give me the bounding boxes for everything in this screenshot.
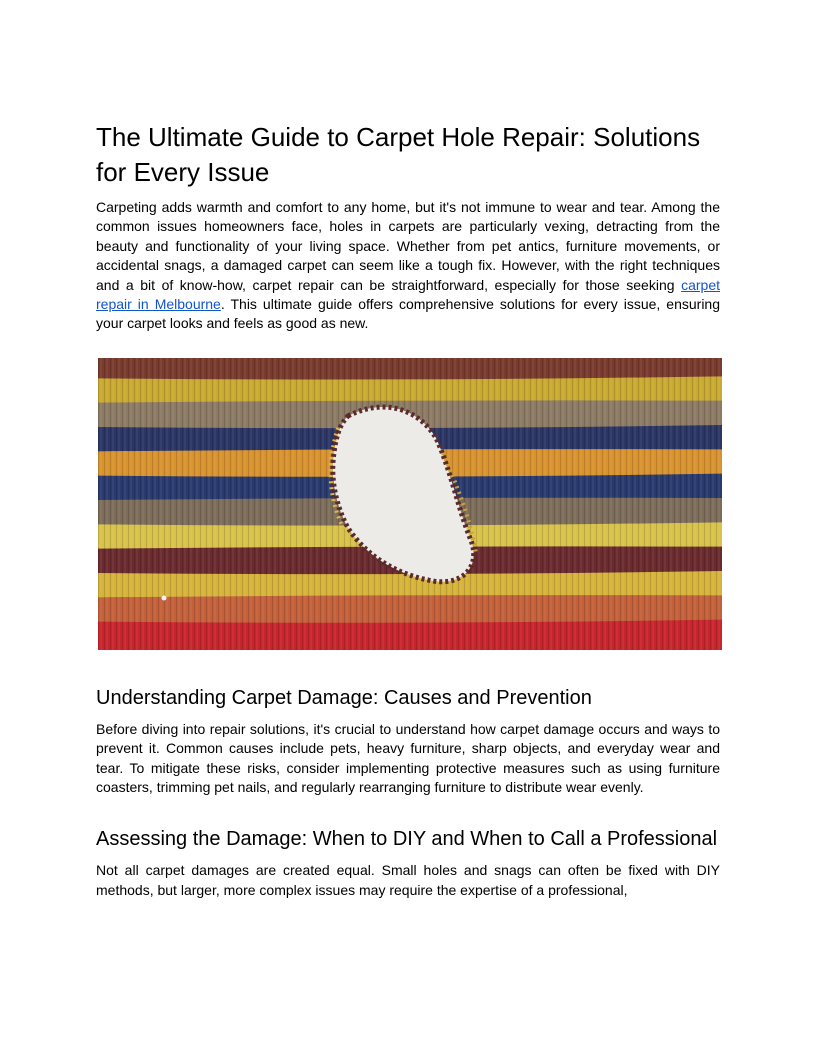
section-2-body: Not all carpet damages are created equal. Small holes and snags can often be fixed with DIY methods, but larger, more complex issues may require the expertise of a professional,	[96, 862, 720, 898]
damaged-carpet-photo	[98, 358, 722, 650]
document-page	[96, 120, 720, 900]
carpet-repair-melbourne-link[interactable]: carpet repair in Melbourne	[96, 276, 720, 313]
intro-paragraph	[96, 198, 720, 334]
section-1-heading: Understanding Carpet Damage: Causes and Prevention	[96, 686, 592, 709]
intro-text-end: . This ultimate guide offers comprehensive solutions for every issue, ensuring your carpet looks and feels as good as new.	[96, 296, 720, 332]
article-title: The Ultimate Guide to Carpet Hole Repair: Solutions for Every Issue	[96, 122, 701, 187]
intro-text-start: Carpeting adds warmth and comfort to any home, but it's not immune to wear and tear. Among the common issues homeowners face, holes in carpets are particularly vexing, detracting from the beauty and functionality of your living space. Whether from pet antics, furniture movements, or accidental snags, a damaged carpet can seem like a tough fix. However, with the right techniques and a bit of know-how, carpet repair can be straightforward, especially for those seeking	[96, 199, 720, 293]
section-1-body: Before diving into repair solutions, it's crucial to understand how carpet damage occurs and ways to prevent it. Common causes include pets, heavy furniture, sharp objects, and everyday wear and tear. To mitigate these risks, consider implementing protective measures such as using furniture coasters, trimming pet nails, and regularly rearranging furniture to distribute wear evenly.	[96, 720, 720, 796]
section-2-heading: Assessing the Damage: When to DIY and When to Call a Professional	[96, 828, 718, 851]
